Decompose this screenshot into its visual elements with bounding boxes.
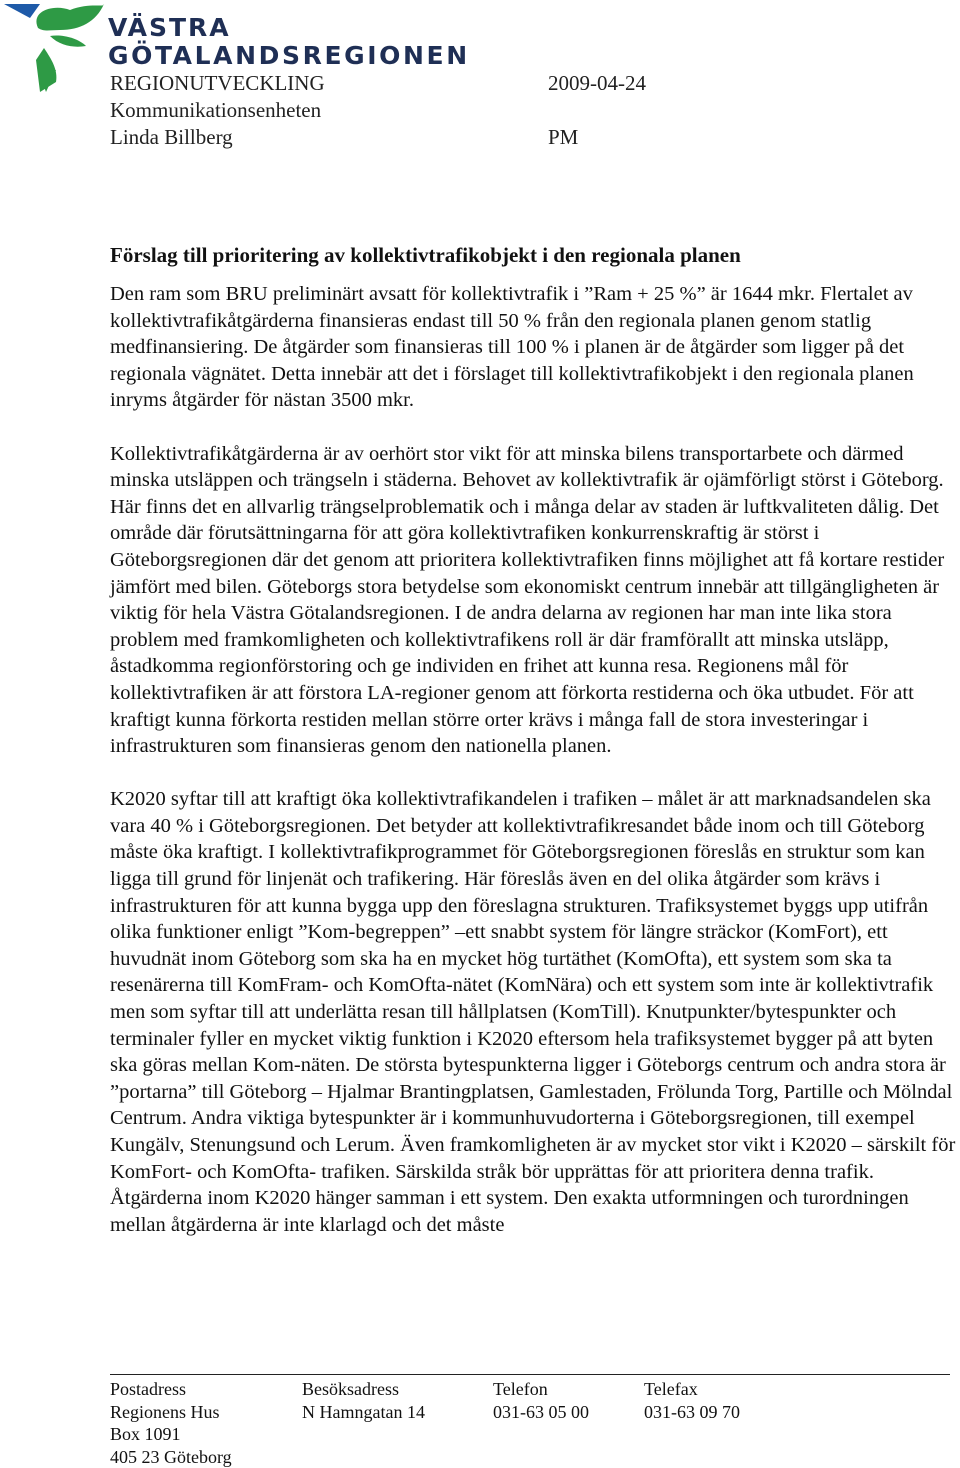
footer-divider <box>110 1374 950 1375</box>
footer-postal-line-3: 405 23 Göteborg <box>110 1446 232 1467</box>
header-date: 2009-04-24 <box>548 71 646 95</box>
header-unit: Kommunikationsenheten <box>110 98 322 122</box>
footer-fax-line-1: 031-63 09 70 <box>644 1401 740 1422</box>
footer-visit <box>302 1378 425 1423</box>
footer-phone-label: Telefon <box>493 1379 548 1399</box>
paragraph-1: Den ram som BRU preliminärt avsatt för kollektivtrafik i ”Ram + 25 %” är 1644 mkr. Flertalet av kollektivtrafikåtgärderna finansieras endast till 50 % från den regionala planen genom statlig medfinansiering. De åtgärder som finansieras till 100 % i planen är de åtgärder som ligger på det regionala vägnätet. Detta innebär att det i förslaget till kollektivtrafikobjekt i den regionala planen inryms åtgärder för nästan 3500 mkr. <box>110 283 914 412</box>
header-doc-type: PM <box>548 125 579 149</box>
footer-phone-line-1: 031-63 05 00 <box>493 1401 589 1422</box>
footer-visit-label: Besöksadress <box>302 1379 399 1399</box>
paragraph-3: K2020 syftar till att kraftigt öka kollektivtrafikandelen i trafiken – målet är att marknadsandelen ska vara 40 % i Göteborgsregionen. Det betyder att kollektivtrafikresandet både inom och till Göteborg måste öka kraftigt. I kollektivtrafikprogrammet för Göteborgsregionen föreslås en struktur som kan ligga till grund för linjenät och trafikering. Här föreslås även en del olika åtgärder som krävs i infrastrukturen för att kunna bygga upp den föreslagna strukturen. Trafiksystemet byggs upp utifrån olika funktioner enligt ”Kom-begreppen” –ett snabbt system för längre sträckor (KomFort), ett huvudnät inom Göteborg som ska ha en mycket hög turtäthet (KomOfta), ett system som ska ta resenärerna till KomFram- och KomOfta-nätet (KomNära) och ett system som inte är kollektivtrafik men som syftar till att underlätta resan till hållplatsen (KomTill). Knutpunkter/bytespunkter och terminaler fyller en mycket viktig funktion i K2020 eftersom hela trafiksystemet bygger på att byten ska göras mellan Kom-näten. De största bytespunkterna ligger i Göteborgs centrum och andra stora är ”portarna” till Göteborg – Hjalmar Brantingplatsen, Gamlestaden, Frölunda Torg, Partille och Mölndal Centrum. Andra viktiga bytespunkter är i kommunhuvudorterna i Göteborgsregionen, till exempel Kungälv, Stenungsund och Lerum. Även framkomligheten är av mycket stor vikt i K2020 – särskilt för KomFort- och KomOfta- trafiken. Särskilda stråk bör upprättas för att prioritera denna trafik. Åtgärderna inom K2020 hänger samman i ett system. Den exakta utformningen och turordningen mellan åtgärderna är inte klarlagd och det måste <box>110 788 956 1236</box>
logo-line-2: GÖTALANDSREGIONEN <box>108 41 470 70</box>
header-department: REGIONUTVECKLING <box>110 71 325 95</box>
logo-wordmark <box>108 14 470 70</box>
logo-emblem-icon <box>0 0 110 100</box>
document-body <box>110 281 958 1265</box>
document-title: Förslag till prioritering av kollektivtrafikobjekt i den regionala planen <box>110 243 741 267</box>
paragraph-2: Kollektivtrafikåtgärderna är av oerhört stor vikt för att minska bilens transportarbete och därmed minska utsläppen och trängseln i städerna. Behovet av kollektivtrafik är ojämförligt störst i Göteborg. Här finns det en allvarlig trängselproblematik och i många delar av staden är luftkvaliteten dålig. Det område där förutsättningarna för att göra kollektivtrafiken konkurrenskraftig är störst i Göteborgsregionen där det genom att prioritera kollektivtrafiken finns möjlighet att få kortare restider jämfört med bilen. Göteborgs stora betydelse som ekonomiskt centrum innebär att tillgängligheten är viktig för hela Västra Götalandsregionen. I de andra delarna av regionen har man inte lika stora problem med framkomligheten och kollektivtrafikens roll är där framförallt att minska utsläpp, åstadkomma regionförstoring och ge individen en frihet att kunna resa. Regionens mål för kollektivtrafiken är att förstora LA-regioner genom att förkorta restiderna och öka utbudet. För att kraftigt kunna förkorta restiden mellan större orter krävs i många fall de stora investeringar i infrastrukturen som finansieras genom den nationella planen. <box>110 442 945 758</box>
footer-fax <box>644 1378 740 1423</box>
footer-postal-label: Postadress <box>110 1379 186 1399</box>
header-author: Linda Billberg <box>110 125 233 149</box>
footer-visit-line-1: N Hamngatan 14 <box>302 1401 425 1422</box>
footer-phone <box>493 1378 589 1423</box>
footer-postal-line-2: Box 1091 <box>110 1424 181 1444</box>
footer-postal <box>110 1378 232 1468</box>
footer-fax-label: Telefax <box>644 1379 698 1399</box>
footer-postal-line-1: Regionens Hus <box>110 1401 220 1422</box>
logo-line-1: VÄSTRA <box>108 13 231 42</box>
